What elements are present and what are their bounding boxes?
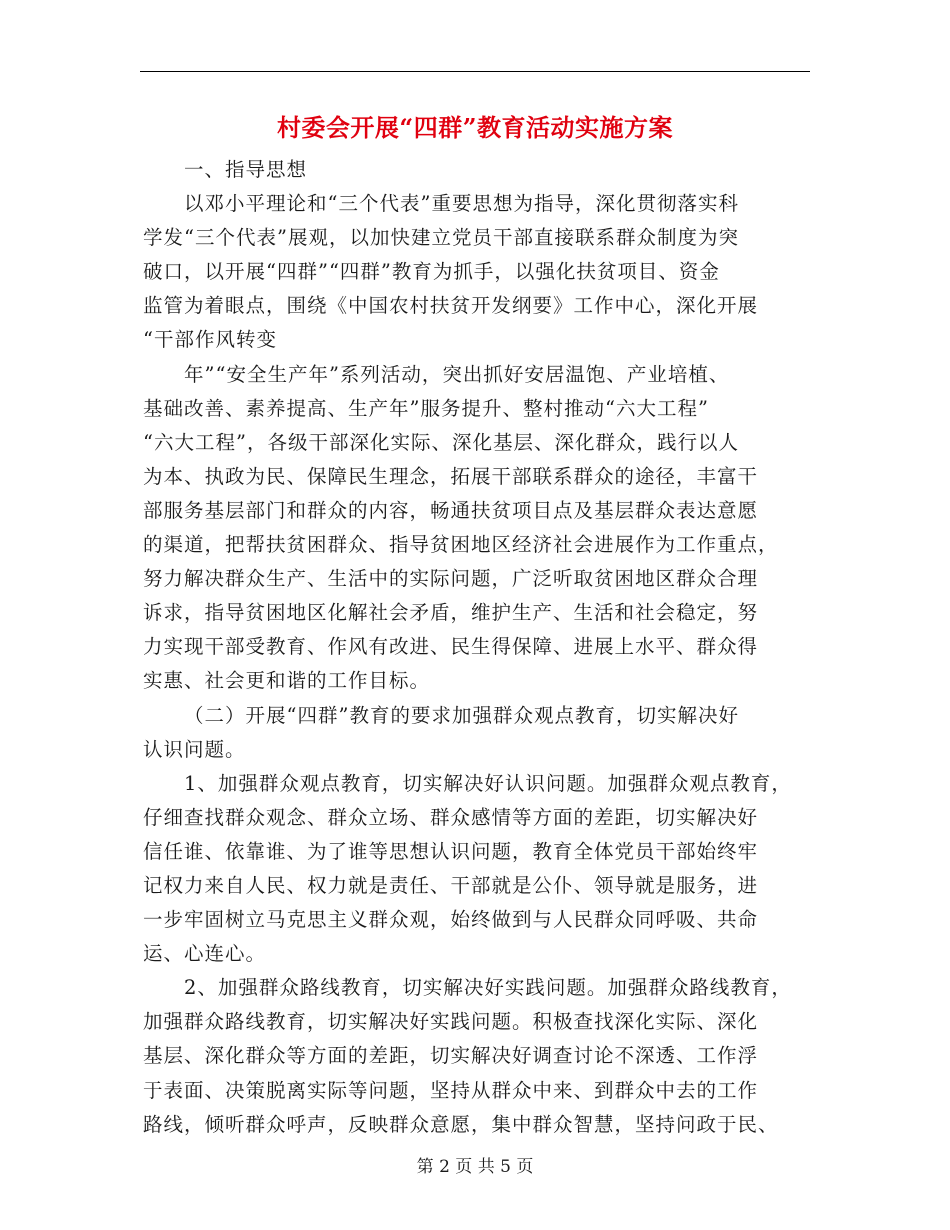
body-line: 部服务基层部门和群众的内容，畅通扶贫项目点及基层群众表达意愿 — [143, 498, 759, 522]
body-line: 路线，倾听群众呼声，反映群众意愿，集中群众智慧，坚持问政于民、 — [143, 1112, 779, 1136]
body-line: “干部作风转变 — [143, 328, 277, 352]
body-line: 1、加强群众观点教育，切实解决好认识问题。加强群众观点教育， — [184, 771, 792, 795]
body-line: （二）开展“四群”教育的要求加强群众观点教育，切实解决好 — [184, 703, 739, 727]
body-line: 年”“安全生产年”系列活动，突出抓好安居温饱、产业培植、 — [184, 362, 730, 386]
body-line: 监管为着眼点，围绕《中国农村扶贫开发纲要》工作中心，深化开展 — [143, 294, 759, 318]
body-line: 破口，以开展“四群”“四群”教育为抓手，以强化扶贫项目、资金 — [143, 260, 720, 284]
body-line: 记权力来自人民、权力就是责任、干部就是公仆、领导就是服务，进 — [143, 873, 759, 897]
body-line: 力实现干部受教育、作风有改进、民生得保障、进展上水平、群众得 — [143, 635, 759, 659]
body-line: 为本、执政为民、保障民生理念，拓展干部联系群众的途径，丰富干 — [143, 464, 759, 488]
body-line: 学发“三个代表”展观，以加快建立党员干部直接联系群众制度为突 — [143, 226, 739, 250]
body-line: 一、指导思想 — [184, 158, 308, 181]
page-footer: 第 2 页 共 5 页 — [416, 1157, 534, 1177]
body-line: 诉求，指导贫困地区化解社会矛盾，维护生产、生活和社会稳定，努 — [143, 601, 759, 625]
body-line: 仔细查找群众观念、群众立场、群众感情等方面的差距，切实解决好 — [143, 805, 759, 829]
body-line: 于表面、决策脱离实际等问题，坚持从群众中来、到群众中去的工作 — [143, 1078, 759, 1102]
body-line: 基层、深化群众等方面的差距，切实解决好调查讨论不深透、工作浮 — [143, 1044, 759, 1068]
body-line: 运、心连心。 — [143, 942, 267, 966]
body-line: 的渠道，把帮扶贫困群众、指导贫困地区经济社会进展作为工作重点， — [143, 533, 779, 557]
body-line: “六大工程”，各级干部深化实际、深化基层、深化群众，践行以人 — [143, 430, 739, 454]
document-body — [143, 153, 843, 1142]
body-line: 2、加强群众路线教育，切实解决好实践问题。加强群众路线教育， — [184, 976, 792, 1000]
body-line: 以邓小平理论和“三个代表”重要思想为指导，深化贯彻落实科 — [184, 192, 739, 216]
body-line: 努力解决群众生产、生活中的实际问题，广泛听取贫困地区群众合理 — [143, 567, 759, 591]
body-line: 信任谁、依靠谁、为了谁等思想认识问题，教育全体党员干部始终牢 — [143, 839, 759, 863]
document-title: 村委会开展“四群”教育活动实施方案 — [276, 113, 674, 142]
header-rule — [140, 71, 810, 72]
body-line: 实惠、社会更和谐的工作目标。 — [143, 669, 431, 693]
body-line: 一步牢固树立马克思主义群众观，始终做到与人民群众同呼吸、共命 — [143, 908, 759, 932]
body-line: 认识问题。 — [143, 737, 246, 761]
body-line: 加强群众路线教育，切实解决好实践问题。积极查找深化实际、深化 — [143, 1010, 759, 1034]
body-line: 基础改善、素养提高、生产年”服务提升、整村推动“六大工程” — [143, 396, 709, 420]
